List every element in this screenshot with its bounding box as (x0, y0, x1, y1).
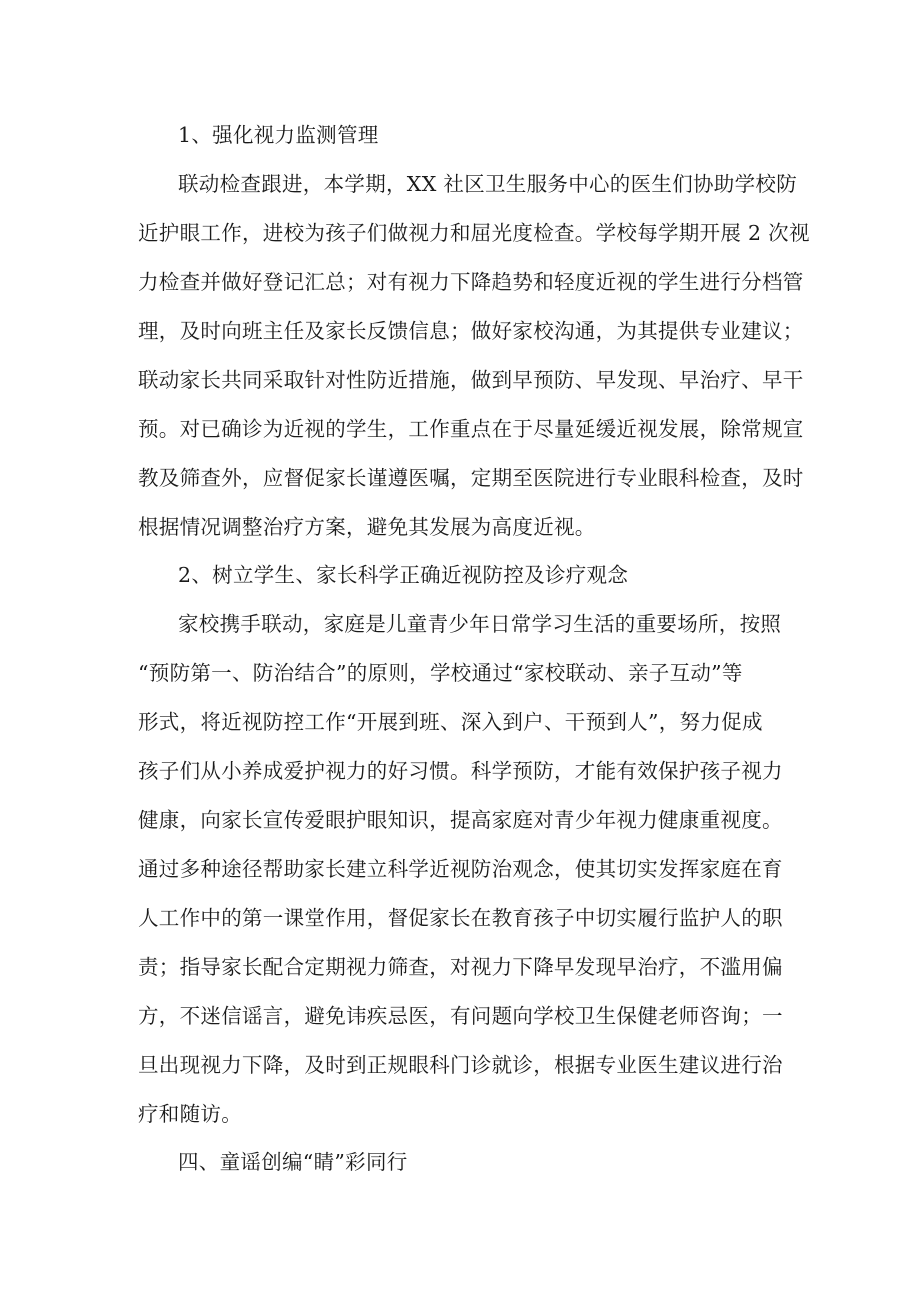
section-1-line-8: 根据情况调整治疗方案，避免其发展为高度近视。 (138, 515, 596, 539)
section-1-line-7: 教及筛查外，应督促家长谨遵医嘱，定期至医院进行专业眼科检查，及时 (138, 466, 804, 490)
section-3-heading: 四、童谣创编“睛”彩同行 (178, 1150, 408, 1174)
section-2-line-10: 旦出现视力下降，及时到正规眼科门诊就诊，根据专业医生建议进行治 (138, 1053, 783, 1077)
section-2-line-6: 通过多种途径帮助家长建立科学近视防治观念，使其切实发挥家庭在育 (138, 857, 783, 881)
section-1-line-2: 近护眼工作，进校为孩子们做视力和屈光度检查。学校每学期开展 2 次视 (138, 221, 810, 245)
section-1-line-5: 联动家长共同采取针对性防近措施，做到早预防、早发现、早治疗、早干 (138, 368, 804, 392)
section-2-line-4: 孩子们从小养成爱护视力的好习惯。科学预防，才能有效保护孩子视力 (138, 759, 783, 783)
section-2-line-8: 责；指导家长配合定期视力筛查，对视力下降早发现早治疗，不滥用偏 (138, 955, 783, 979)
section-2-line-1: 家校携手联动，家庭是儿童青少年日常学习生活的重要场所，按照 (178, 612, 782, 636)
section-2-line-3: 形式，将近视防控工作“开展到班、深入到户、干预到人”，努力促成 (138, 710, 763, 734)
section-1-line-6: 预。对已确诊为近视的学生，工作重点在于尽量延缓近视发展，除常规宣 (138, 417, 804, 441)
section-2-line-11: 疗和随访。 (138, 1102, 242, 1126)
section-2-heading: 2、树立学生、家长科学正确近视防控及诊疗观念 (178, 563, 629, 587)
section-1-line-3: 力检查并做好登记汇总；对有视力下降趋势和轻度近视的学生进行分档管 (138, 270, 804, 294)
section-2-line-2: “预防第一、防治结合”的原则，学校通过“家校联动、亲子互动”等 (138, 661, 743, 685)
section-1-line-1: 联动检查跟进，本学期，XX 社区卫生服务中心的医生们协助学校防 (178, 172, 798, 196)
section-1-line-4: 理，及时向班主任及家长反馈信息；做好家校沟通，为其提供专业建议； (138, 319, 804, 343)
section-2-line-5: 健康，向家长宣传爱眼护眼知识，提高家庭对青少年视力健康重视度。 (138, 808, 783, 832)
section-2-line-7: 人工作中的第一课堂作用，督促家长在教育孩子中切实履行监护人的职 (138, 906, 783, 930)
section-2-line-9: 方，不迷信谣言，避免讳疾忌医，有问题向学校卫生保健老师咨询；一 (138, 1004, 783, 1028)
section-1-heading: 1、强化视力监测管理 (178, 123, 379, 147)
